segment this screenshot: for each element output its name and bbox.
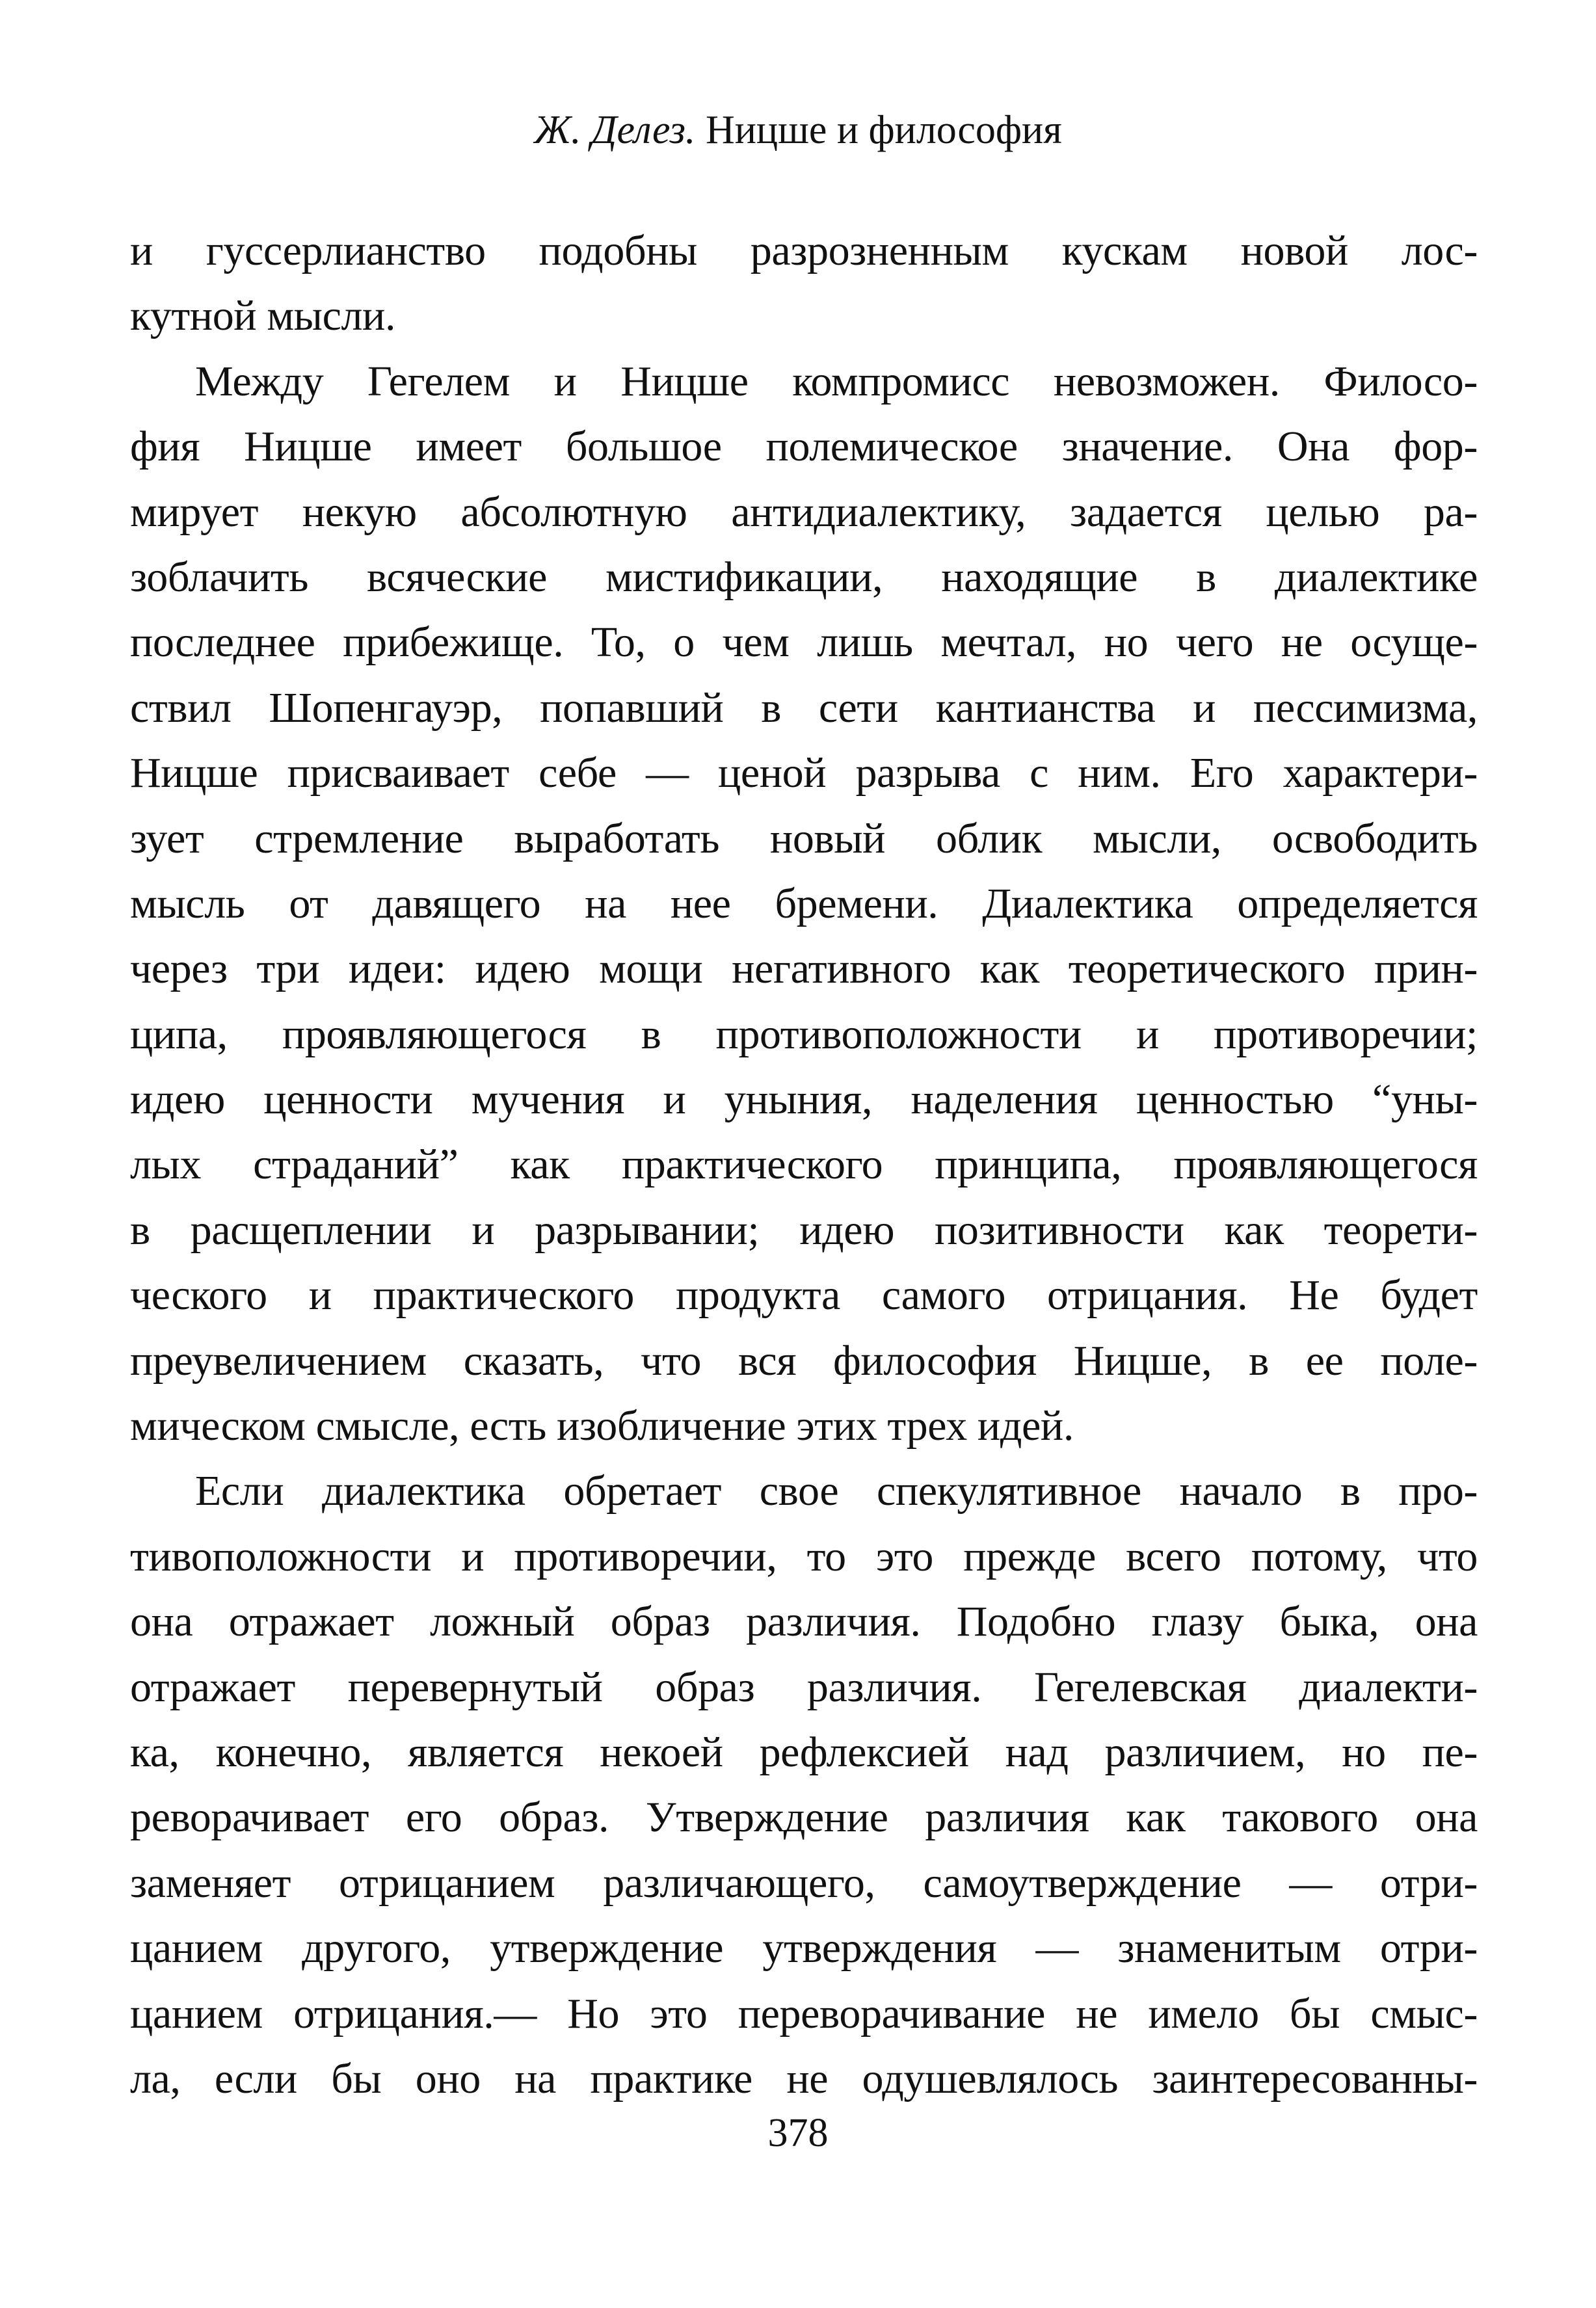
text-line: отражает перевернутый образ различия. Гегелевская диалекти- — [130, 1663, 1478, 1711]
text-line: Ницше присваивает себе — ценой разрыва с ним. Его характери- — [130, 749, 1478, 797]
text-line: фия Ницше имеет большое полемическое значение. Она фор- — [130, 423, 1478, 471]
text-line: тивоположности и противоречии, то это прежде всего потому, что — [130, 1532, 1478, 1580]
text-line: ствил Шопенгауэр, попавший в сети кантианства и пессимизма, — [130, 683, 1478, 732]
text-line: Если диалектика обретает свое спекулятивное начало в про- — [195, 1467, 1478, 1515]
running-head-title: Ницше и философия — [705, 108, 1062, 152]
text-line: преувеличением сказать, что вся философия Ницше, в ее поле- — [130, 1336, 1478, 1385]
text-line: в расщеплении и разрывании; идею позитивности как теорети- — [130, 1206, 1478, 1254]
text-line: реворачивает его образ. Утверждение различия как такового она — [130, 1794, 1478, 1842]
text-line: она отражает ложный образ различия. Подобно глазу быка, она — [130, 1598, 1478, 1646]
text-line: кутной мысли. — [130, 292, 396, 340]
text-line: ка, конечно, является некоей рефлексией над различием, но пе- — [130, 1728, 1478, 1776]
running-head-author: Ж. Делез. — [534, 108, 696, 152]
text-line: зоблачить всяческие мистификации, находящие в диалектике — [130, 553, 1478, 601]
text-line: ческого и практического продукта самого отрицания. Не будет — [130, 1271, 1478, 1320]
text-line: ципа, проявляющегося в противоположности и противоречии; — [130, 1010, 1478, 1058]
running-head — [0, 104, 1596, 156]
page-number: 378 — [767, 2111, 829, 2155]
text-line: мысль от давящего на нее бремени. Диалектика определяется — [130, 879, 1478, 927]
text-line: заменяет отрицанием различающего, самоутверждение — отри- — [130, 1859, 1478, 1907]
text-line: и гуссерлианство подобны разрозненным кускам новой лос- — [130, 227, 1478, 274]
body-text — [130, 219, 1478, 2112]
text-line: мирует некую абсолютную антидиалектику, задается целью ра- — [130, 488, 1478, 536]
text-line: зует стремление выработать новый облик мысли, освободить — [130, 814, 1478, 862]
text-line: лых страданий” как практического принципа, проявляющегося — [130, 1141, 1478, 1189]
text-line: идею ценности мучения и уныния, наделения ценностью “уны- — [130, 1076, 1478, 1124]
text-line: цанием отрицания.— Но это переворачивание не имело бы смыс- — [130, 1989, 1478, 2037]
text-line: Между Гегелем и Ницше компромисс невозможен. Филосо- — [195, 357, 1478, 405]
text-line: мическом смысле, есть изобличение этих трех идей. — [130, 1402, 1074, 1450]
text-line: последнее прибежище. То, о чем лишь мечтал, но чего не осуще- — [130, 618, 1478, 667]
text-line: ла, если бы оно на практике не одушевлялось заинтересованны- — [130, 2054, 1478, 2102]
text-line: через три идеи: идею мощи негативного как теоретического прин- — [130, 945, 1478, 993]
text-line: цанием другого, утверждение утверждения — знаменитым отри- — [130, 1924, 1478, 1972]
